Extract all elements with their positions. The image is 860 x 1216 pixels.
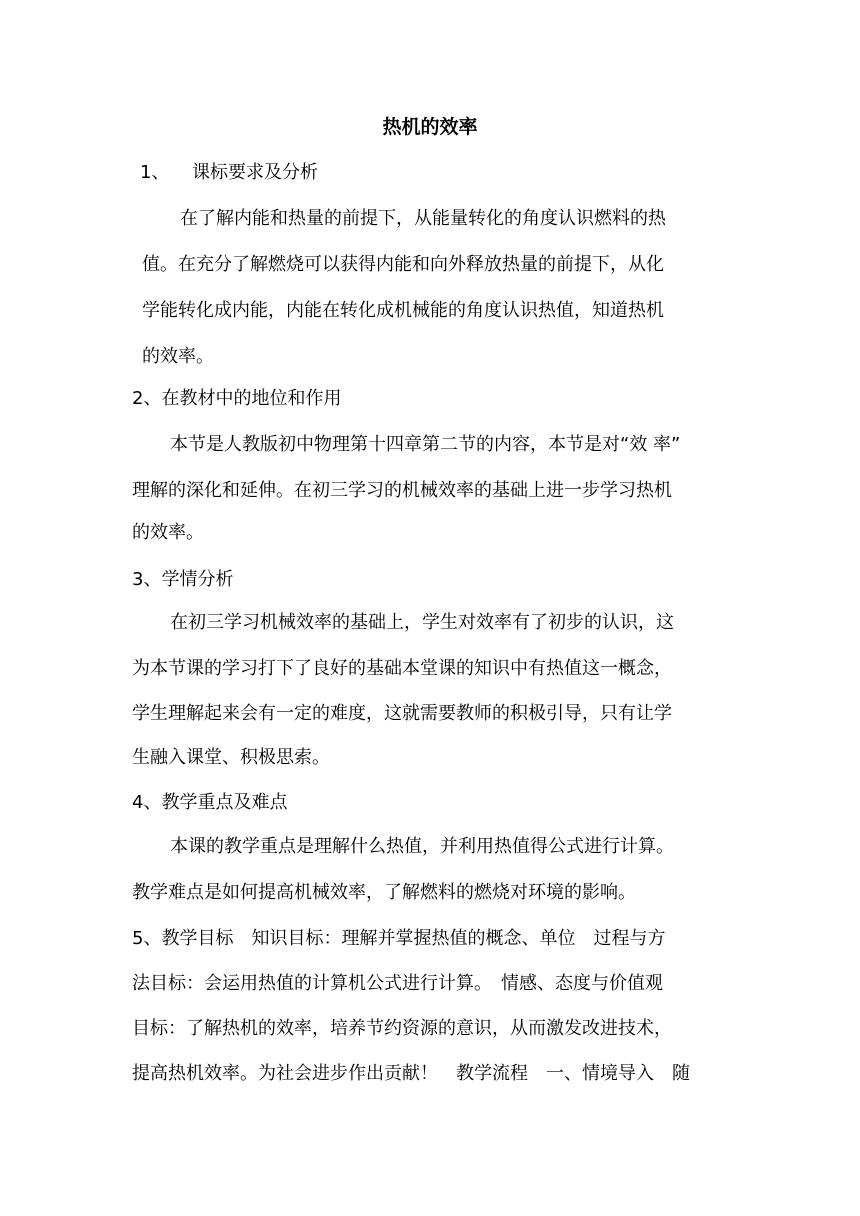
- section-1-heading: [140, 160, 740, 186]
- section-3-line-2: 为本节课的学习打下了良好的基础本堂课的知识中有热值这一概念，: [132, 658, 672, 679]
- section-1-line-1: 在了解内能和热量的前提下，从能量转化的角度认识燃料的热: [180, 208, 666, 229]
- section-2-line-3: 的效率。: [132, 522, 204, 543]
- section-2-line-2: 理解的深化和延伸。在初三学习的机械效率的基础上进一步学习热机: [132, 480, 672, 501]
- section-5-line-3: 目标：了解热机的效率，培养节约资源的意识，从而激发改进技术，: [132, 1018, 672, 1039]
- section-4-line-1: 本课的教学重点是理解什么热值，并利用热值得公式进行计算。: [170, 836, 674, 857]
- section-1-number: 1、: [140, 162, 170, 183]
- section-4-line-2: 教学难点是如何提高机械效率，了解燃料的燃烧对环境的影响。: [132, 882, 636, 903]
- section-1-line-2: 值。在充分了解燃烧可以获得内能和向外释放热量的前提下，从化: [142, 254, 664, 275]
- section-5-line-1: 5、教学目标 知识目标：理解并掌握热值的概念、单位 过程与方: [132, 928, 666, 949]
- section-1-line-4: 的效率。: [142, 346, 214, 367]
- section-4-heading: 4、教学重点及难点: [132, 792, 288, 813]
- section-2-line-1: 本节是人教版初中物理第十四章第二节的内容，本节是对“效 率”: [170, 434, 681, 455]
- section-5-line-2: 法目标：会运用热值的计算机公式进行计算。 情感、态度与价值观: [132, 973, 663, 994]
- section-3-line-1: 在初三学习机械效率的基础上，学生对效率有了初步的认识，这: [170, 612, 674, 633]
- section-3-line-3: 学生理解起来会有一定的难度，这就需要教师的积极引导，只有让学: [132, 703, 672, 724]
- section-3-line-4: 生融入课堂、积极思索。: [132, 747, 330, 768]
- page-title: 热机的效率: [382, 116, 478, 138]
- section-1-heading-text: 课标要求及分析: [192, 162, 318, 183]
- section-5-line-4: 提高热机效率。为社会进步作出贡献！ 教学流程 一、情境导入 随: [132, 1063, 690, 1084]
- section-3-heading: 3、学情分析: [132, 569, 234, 590]
- section-1-line-3: 学能转化成内能，内能在转化成机械能的角度认识热值，知道热机: [142, 300, 664, 321]
- section-2-heading: 2、在教材中的地位和作用: [132, 388, 342, 409]
